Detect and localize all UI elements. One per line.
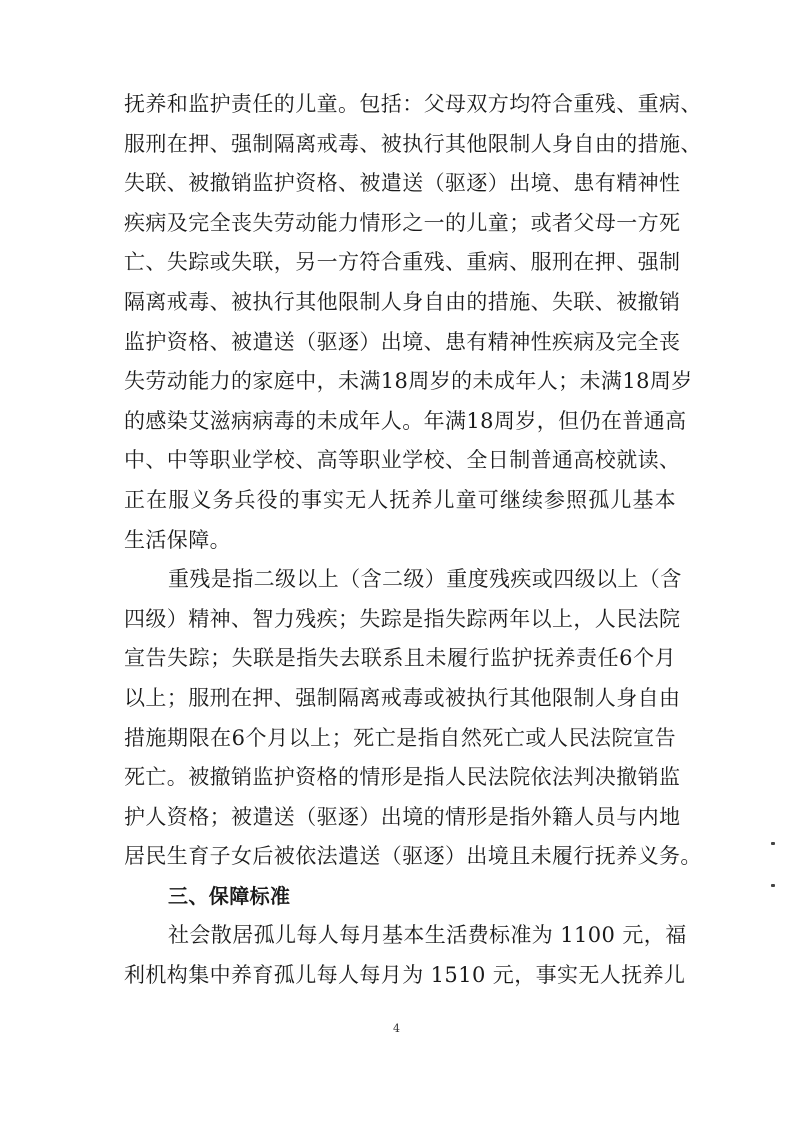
- text-line: 隔离戒毒、被执行其他限制人身自由的措施、失联、被撤销: [124, 289, 681, 314]
- text-line: 抚养和监护责任的儿童。包括：父母双方均符合重残、重病、: [124, 92, 702, 116]
- text-line: 四级）精神、智力残疾；失踪是指失踪两年以上，人民法院: [124, 606, 681, 631]
- text-line: 服刑在押、强制隔离戒毒、被执行其他限制人身自由的措施、: [124, 131, 702, 156]
- text-line: 护人资格；被遣送（驱逐）出境的情形是指外籍人员与内地: [124, 804, 681, 829]
- text-line: 死亡。被撤销监护资格的情形是指人民法院依法判决撤销监: [124, 765, 681, 790]
- text-line: 亡、失踪或失联，另一方符合重残、重病、服刑在押、强制: [124, 250, 681, 275]
- text-line: 失劳动能力的家庭中，未满18周岁的未成年人；未满18周岁: [124, 369, 693, 394]
- text-line: 以上；服刑在押、强制隔离戒毒或被执行其他限制人身自由: [124, 685, 681, 710]
- text-line: 措施期限在6个月以上；死亡是指自然死亡或人民法院宣告: [124, 725, 676, 750]
- text-line: 利机构集中养育孤儿每人每月为 1510 元，事实无人抚养儿: [124, 963, 686, 988]
- paragraph-first-line: 重残是指二级以上（含二级）重度残疾或四级以上（含: [168, 567, 682, 592]
- scan-speck: [771, 842, 775, 845]
- text-line: 的感染艾滋病病毒的未成年人。年满18周岁，但仍在普通高: [124, 408, 687, 433]
- text-line: 监护资格、被遣送（驱逐）出境、患有精神性疾病及完全丧: [124, 329, 681, 354]
- document-body: [124, 85, 702, 996]
- scan-speck: [771, 884, 775, 887]
- text-line: 宣告失踪；失联是指失去联系且未履行监护抚养责任6个月: [124, 646, 676, 671]
- text-line: 正在服义务兵役的事实无人抚养儿童可继续参照孤儿基本: [124, 487, 676, 512]
- text-line: 居民生育子女后被依法遣送（驱逐）出境且未履行抚养义务。: [124, 844, 702, 869]
- text-line: 失联、被撤销监护资格、被遣送（驱逐）出境、患有精神性: [124, 171, 681, 196]
- paragraph-first-line: 社会散居孤儿每人每月基本生活费标准为 1100 元，福: [168, 923, 687, 948]
- section-heading: 三、保障标准: [168, 883, 291, 908]
- page-number: 4: [393, 1022, 400, 1035]
- text-line: 生活保障。: [124, 527, 231, 552]
- text-line: 中、中等职业学校、高等职业学校、全日制普通高校就读、: [124, 448, 681, 473]
- text-line: 疾病及完全丧失劳动能力情形之一的儿童；或者父母一方死: [124, 210, 681, 235]
